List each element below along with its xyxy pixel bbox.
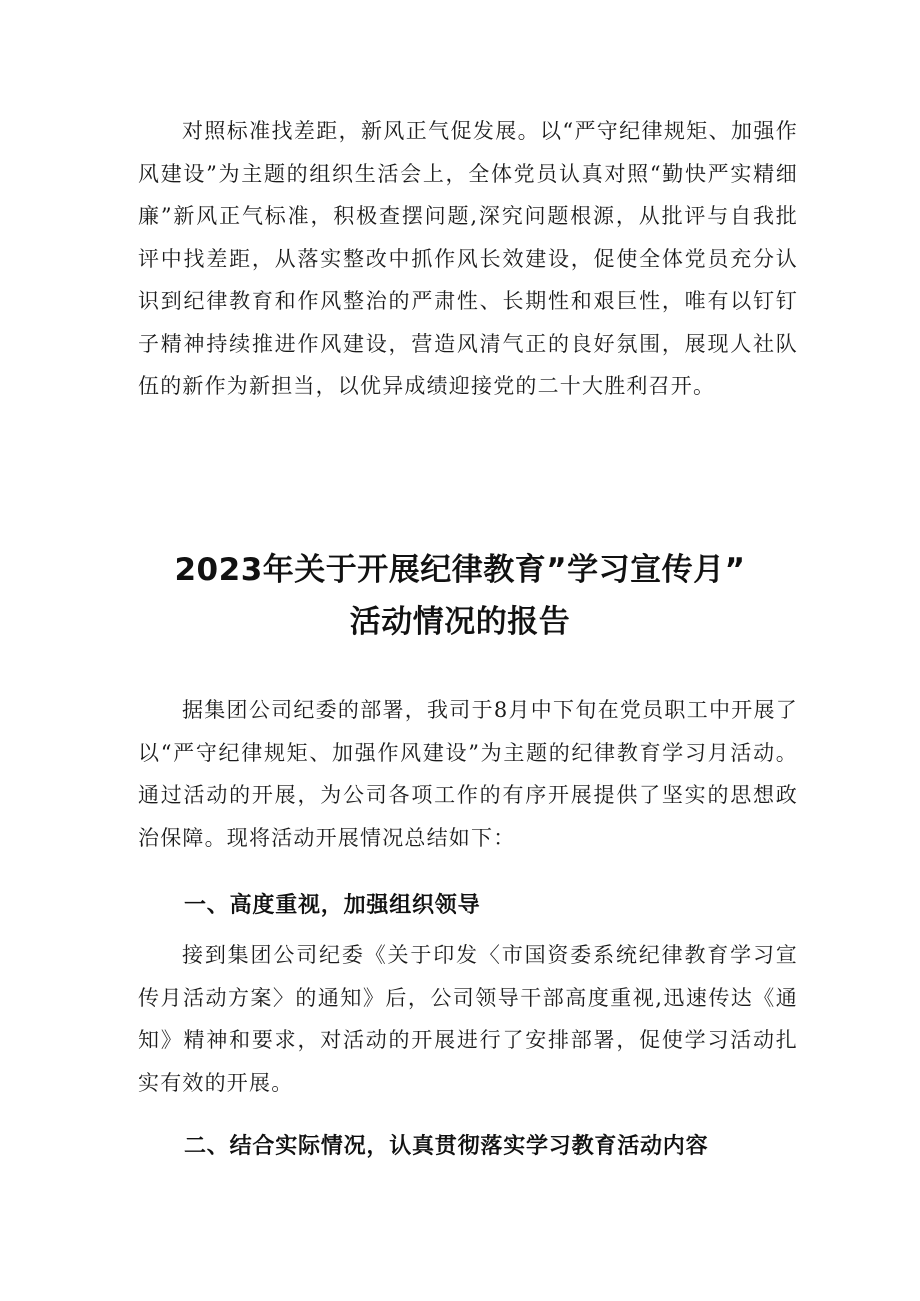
section-1-paragraph: 接到集团公司纪委《关于印发〈市国资委系统纪律教育学习宣传月活动方案〉的通知》后，公司领导干部高度重视,迅速传达《通知》精神和要求，对活动的开展进行了安排部署，促使学习活动扎实有效的开展。 [138, 943, 798, 1095]
section-heading-1: 一、高度重视，加强组织领导 [184, 893, 481, 918]
section-heading-2: 二、结合实际情况，认真贯彻落实学习教育活动内容 [184, 1134, 709, 1159]
intro-paragraph: 对照标准找差距，新风正气促发展。以“严守纪律规矩、加强作风建设”为主题的组织生活会上，全体党员认真对照“勤快严实精细廉”新风正气标准，积极查摆问题,深究问题根源，从批评与自我批评中找差距，从落实整改中抓作风长效建设，促使全体党员充分认识到纪律教育和作风整治的严肃性、长期性和艰巨性，唯有以钉钉子精神持续推进作风建设，营造风清气正的良好氛围，展现人社队伍的新作为新担当，以优异成绩迎接党的二十大胜利召开。 [138, 119, 798, 398]
report-title-line-1: 2023年关于开展纪律教育”学习宣传月” [174, 552, 746, 588]
report-title-line-2: 活动情况的报告 [349, 604, 571, 640]
opening-paragraph: 据集团公司纪委的部署，我司于8月中下旬在党员职工中开展了以“严守纪律规矩、加强作风建设”为主题的纪律教育学习月活动。通过活动的开展，为公司各项工作的有序开展提供了坚实的思想政治保障。现将活动开展情况总结如下： [138, 698, 798, 850]
